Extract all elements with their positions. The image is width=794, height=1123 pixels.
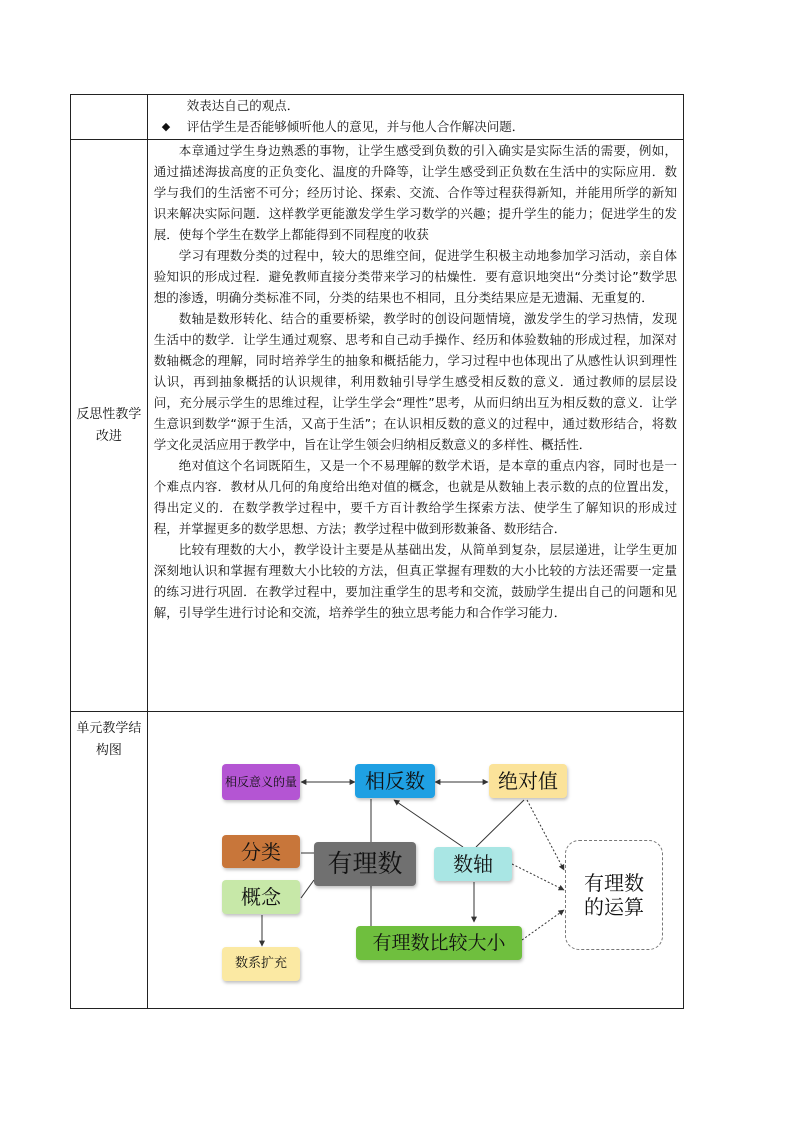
reflection-content-cell [147, 140, 683, 712]
table-row-reflection [71, 140, 684, 712]
reflection-paragraph-3: 数轴是数形转化、结合的重要桥梁，教学时的创设问题情境，激发学生的学习热情，发现生活中的数学．让学生通过观察、思考和自己动手操作、经历和体验数轴的形成过程，加深对数轴概念的理解，同时培养学生的抽象和概括能力，学习过程中也体现出了从感性认识到理性认识，再到抽象概括的认识规律，利用数轴引导学生感受相反数的意义．通过教师的层层设问，充分展示学生的思维过程，让学生学会“理性”思考，从而归纳出互为相反数的意义．让学生意识到数学“源于生活，又高于生活”；在认识相反数的意义的过程中，通过数形结合，将数学文化灵活应用于教学中，旨在让学生领会归纳相反数意义的多样性、概括性． [153, 311, 677, 452]
node-opposite-number-label: 相反数 [365, 769, 425, 793]
structure-content-cell [147, 712, 683, 1009]
row1-content-cell [147, 95, 683, 140]
reflection-label: 反思性教学改进 [76, 406, 142, 444]
node-concept-label: 概念 [241, 885, 281, 909]
table-row-structure [71, 712, 684, 1009]
node-classification-label: 分类 [241, 839, 281, 864]
evaluation-line-2: 评估学生是否能够倾听他人的意见，并与他人合作解决问题． [186, 119, 525, 134]
node-number-system-extension-label: 数系扩充 [234, 956, 287, 972]
reflection-paragraph-1: 本章通过学生身边熟悉的事物，让学生感受到负数的引入确实是实际生活的需要，例如，通过描述海拔高度的正负变化、温度的升降等，让学生感受到正负数在生活中的实际应用．数学与我们的生活密不可分；经历讨论、探索、交流、合作等过程获得新知，并能用所学的新知识来解决实际问题．这样教学更能激发学生学习数学的兴趣；提升学生的能力；促进学生的发展．使每个学生在数学上都能得到不同程度的收获 [153, 143, 677, 242]
evaluation-line-1: 效表达自己的观点． [186, 98, 300, 113]
node-rational-operations-label: 有理数的运算 [584, 871, 644, 919]
node-opposite-quantities-label: 相反意义的量 [224, 774, 297, 789]
node-number-line-label: 数轴 [453, 852, 493, 876]
evaluation-bullet-item [154, 116, 677, 137]
structure-label-cell [71, 712, 148, 1009]
diamond-bullet-icon: ◆ [161, 120, 171, 133]
reflection-paragraph-5: 比较有理数的大小，教学设计主要是从基础出发，从简单到复杂，层层递进，让学生更加深刻地认识和掌握有理数大小比较的方法，但真正掌握有理数的大小比较的方法还需要一定量的练习进行巩固．在教学过程中，要加注重学生的思考和交流，鼓励学生提出自己的问题和见解，引导学生进行讨论和交流，培养学生的独立思考能力和合作学习能力． [153, 542, 677, 620]
reflection-paragraph-2: 学习有理数分类的过程中，较大的思维空间，促进学生积极主动地参加学习活动，亲自体验知识的形成过程．避免教师直接分类带来学习的枯燥性．要有意识地突出“分类讨论”数学思想的渗透，明确分类标准不同，分类的结果也不相同，且分类结果应是无遗漏、无重复的． [153, 248, 677, 305]
structure-label: 单元教学结构图 [76, 721, 142, 758]
node-compare-rationals-label: 有理数比较大小 [372, 931, 506, 954]
reflection-paragraph-4: 绝对值这个名词既陌生，又是一个不易理解的数学术语，是本章的重点内容，同时也是一个难点内容．教材从几何的角度给出绝对值的概念，也就是从数轴上表示数的点的位置出发，得出定义的．在数学教学过程中，要千方百计教给学生探索方法、使学生了解知识的形成过程，并掌握更多的数学思想、方法；教学过程中做到形数兼备、数形结合． [153, 458, 677, 536]
table-row-evaluation [71, 95, 684, 140]
reflection-label-cell [71, 140, 148, 712]
lesson-table [70, 94, 684, 1009]
row1-label-cell [71, 95, 148, 140]
node-rational-numbers-label: 有理数 [327, 849, 403, 878]
node-absolute-value-label: 绝对值 [498, 769, 558, 793]
